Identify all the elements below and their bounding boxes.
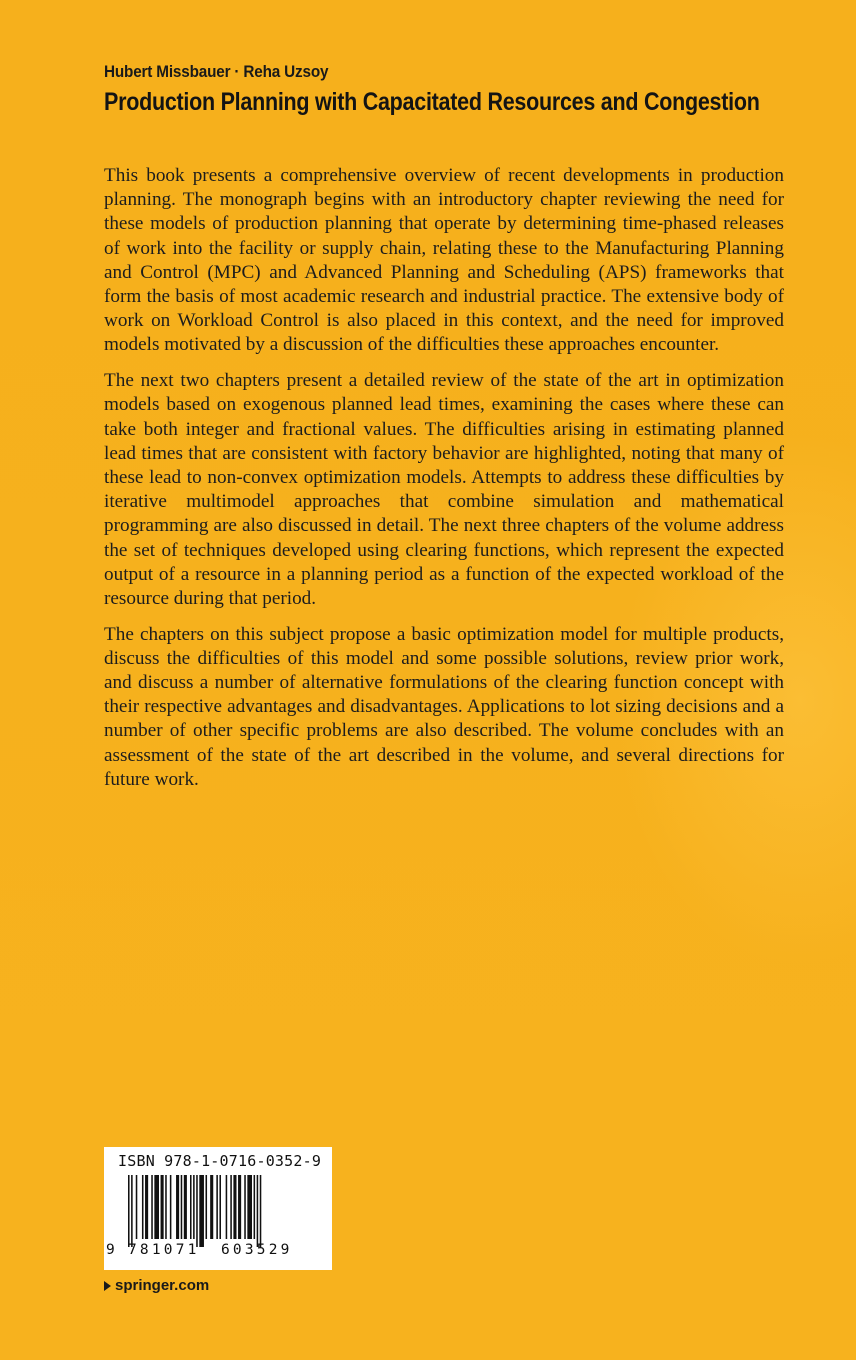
barcode-bar	[151, 1175, 153, 1239]
barcode-bar	[145, 1175, 148, 1239]
barcode-bar	[161, 1175, 164, 1239]
barcode-bar	[170, 1175, 172, 1239]
barcode-bar	[131, 1175, 133, 1247]
blurb-paragraph: The next two chapters present a detailed review of the state of the art in optimization models based on exogenous planned lead times, examining the cases where these can take both integer and fractional values. The difficulties arising in estimating planned lead times that are consistent with factory behavior are highlighted, noting that many of these lead to non-convex optimization models. Attempts to address these difficulties by iterative multimodel approaches that combine simulation and mathematical programming are also discussed in detail. The next three chapters of the volume address the set of techniques developed using clearing functions, which represent the expected output of a resource in a planning period as a function of the expected workload of the resource during that period.	[104, 370, 784, 609]
publisher-link[interactable]	[104, 1277, 209, 1294]
barcode-bar	[193, 1175, 195, 1239]
barcode-bar	[216, 1175, 218, 1239]
barcode-digit-lead: 9	[106, 1242, 115, 1258]
barcode-bar	[210, 1175, 213, 1239]
barcode-bar	[154, 1175, 159, 1239]
barcode-bar	[184, 1175, 187, 1239]
barcode-bar	[233, 1175, 236, 1239]
barcode-bar	[230, 1175, 232, 1239]
barcode-bar	[128, 1175, 130, 1247]
barcode-bar	[206, 1175, 208, 1239]
barcode-bar	[165, 1175, 167, 1239]
barcode-bar	[254, 1175, 256, 1239]
barcode-bar	[142, 1175, 144, 1239]
barcode-bar	[181, 1175, 183, 1239]
barcode-bar	[238, 1175, 241, 1239]
barcode-bar	[190, 1175, 192, 1239]
barcode-bar	[176, 1175, 179, 1239]
barcode-bar	[199, 1175, 204, 1247]
barcode-bar	[260, 1175, 262, 1247]
barcode-bar	[244, 1175, 246, 1239]
barcode-bar	[226, 1175, 228, 1239]
barcode-bar	[219, 1175, 221, 1239]
barcode-digits-left: 781071	[128, 1242, 200, 1258]
book-title: Production Planning with Capacitated Resources and Congestion	[104, 88, 760, 116]
barcode-bars	[116, 1175, 322, 1247]
authors: Hubert Missbauer · Reha Uzsoy	[104, 62, 329, 81]
barcode-bar	[247, 1175, 252, 1239]
barcode-bar	[196, 1175, 198, 1247]
barcode-bar	[257, 1175, 259, 1247]
barcode-digits-right: 603529	[221, 1242, 293, 1258]
isbn-barcode	[104, 1147, 332, 1270]
publisher-link-text[interactable]: springer.com	[115, 1277, 210, 1294]
isbn-label: ISBN 978-1-0716-0352-9	[118, 1152, 322, 1170]
blurb-paragraph: This book presents a comprehensive overview of recent developments in production planning. The monograph begins with an introductory chapter reviewing the need for these models of production planning that operate by determining time-phased releases of work into the facility or supply chain, relating these to the Manufacturing Planning and Control (MPC) and Advanced Planning and Scheduling (APS) frameworks that form the basis of most academic research and industrial practice. The extensive body of work on Workload Control is also placed in this context, and the need for improved models motivated by a discussion of the difficulties these approaches encounter.	[104, 165, 784, 356]
barcode-bar	[136, 1175, 138, 1239]
blurb	[104, 164, 784, 804]
blurb-paragraph: The chapters on this subject propose a basic optimization model for multiple products, discuss the difficulties of this model and some possible solutions, review prior work, and discuss a number of alternative formulations of the clearing function concept with their respective advantages and disadvantages. Applications to lot sizing decisions and a number of other specific problems are also described. The volume concludes with an assessment of the state of the art described in the volume, and several directions for future work.	[104, 623, 784, 790]
arrow-right-icon	[104, 1281, 111, 1291]
